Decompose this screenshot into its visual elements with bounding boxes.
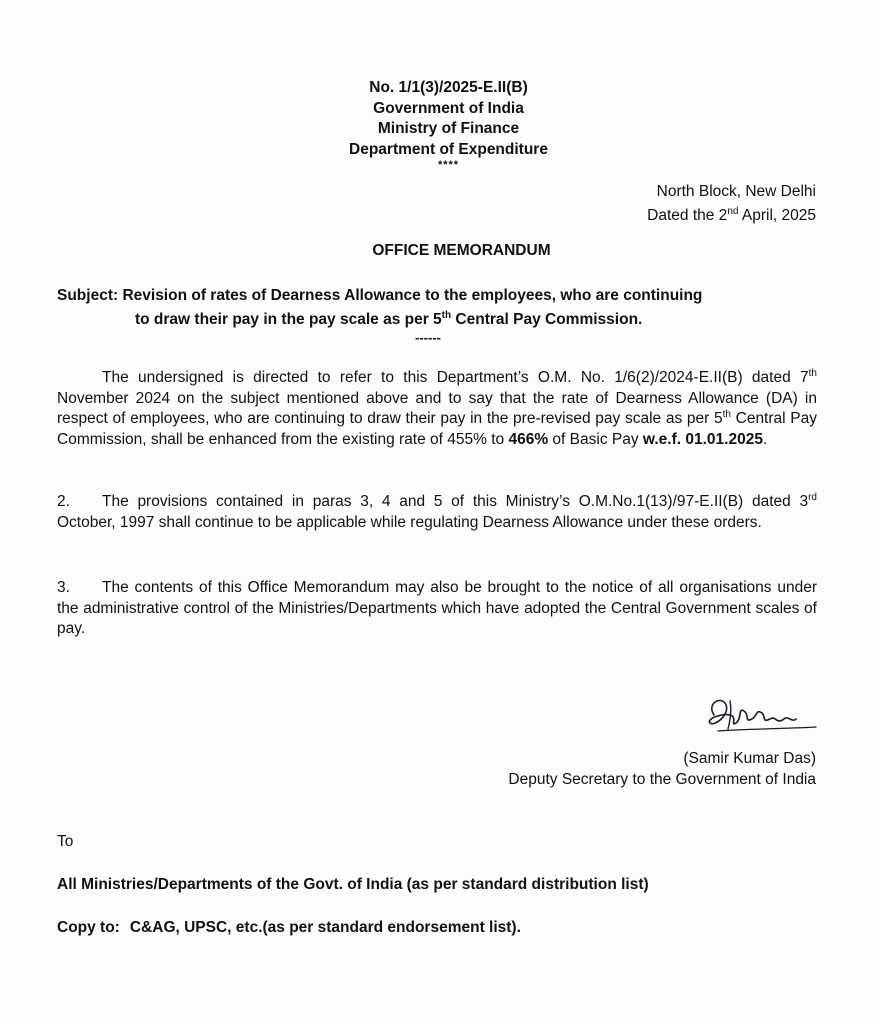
paragraph-1: The undersigned is directed to refer to this Department’s O.M. No. 1/6(2)/2024-E.II(B) dated 7th November 2024 on the subject mentioned above and to say that the rate of Dearness Allowance (DA) in respect of employees, who are continuing to draw their pay in the pre-revised pay scale as per 5th Central Pay Commission, shall be enhanced from the existing rate of 455% to 466% of Basic Pay w.e.f. 01.01.2025. [57, 367, 817, 448]
signatory-name: (Samir Kumar Das) [683, 750, 816, 767]
letterhead [0, 78, 879, 170]
header-separator-stars: **** [437, 159, 460, 171]
date: Dated the 2nd April, 2025 [647, 206, 816, 225]
paragraph-number: 2. [57, 493, 70, 510]
signatory-designation: Deputy Secretary to the Government of India [508, 771, 816, 788]
handwritten-signature [700, 693, 820, 741]
copy-to [57, 919, 521, 937]
new-da-rate: 466% [508, 430, 549, 448]
subject [57, 286, 819, 330]
copy-to-label: Copy to: [57, 919, 120, 936]
signatory-block [508, 748, 816, 790]
paragraph-number: 3. [57, 579, 70, 596]
effective-date: w.e.f. 01.01.2025 [642, 430, 763, 448]
ministry-name: Ministry of Finance [377, 120, 520, 137]
paragraph-3: 3. The contents of this Office Memorandum may also be brought to the notice of all organisations under the administrative control of the Ministries/Departments which have adopted the Central Government scales of pay. [57, 579, 817, 637]
government-name: Government of India [373, 99, 524, 117]
document-title: OFFICE MEMORANDUM [372, 242, 551, 259]
copy-to-recipients: C&AG, UPSC, etc.(as per standard endorsement list). [129, 919, 521, 936]
paragraph-2: 2. The provisions contained in paras 3, 4 and 5 of this Ministry’s O.M.No.1(13)/97-E.II(B) dated 3rd October, 1997 shall continue to be applicable while regulating Dearness Allowance under these orders. [57, 491, 817, 531]
addressee: All Ministries/Departments of the Govt. of India (as per standard distribution list) [57, 876, 649, 893]
place-and-date [647, 182, 816, 226]
department-name: Department of Expenditure [349, 140, 548, 158]
place: North Block, New Delhi [656, 183, 816, 200]
to-label: To [57, 833, 74, 850]
file-number: No. 1/1(3)/2025-E.II(B) [369, 79, 528, 96]
subject-separator: ------ [415, 330, 441, 345]
subject-line-2: to draw their pay in the pay scale as per 5th Central Pay Commission. [135, 310, 643, 329]
subject-line-1: Subject: Revision of rates of Dearness Allowance to the employees, who are continuing [57, 287, 703, 304]
